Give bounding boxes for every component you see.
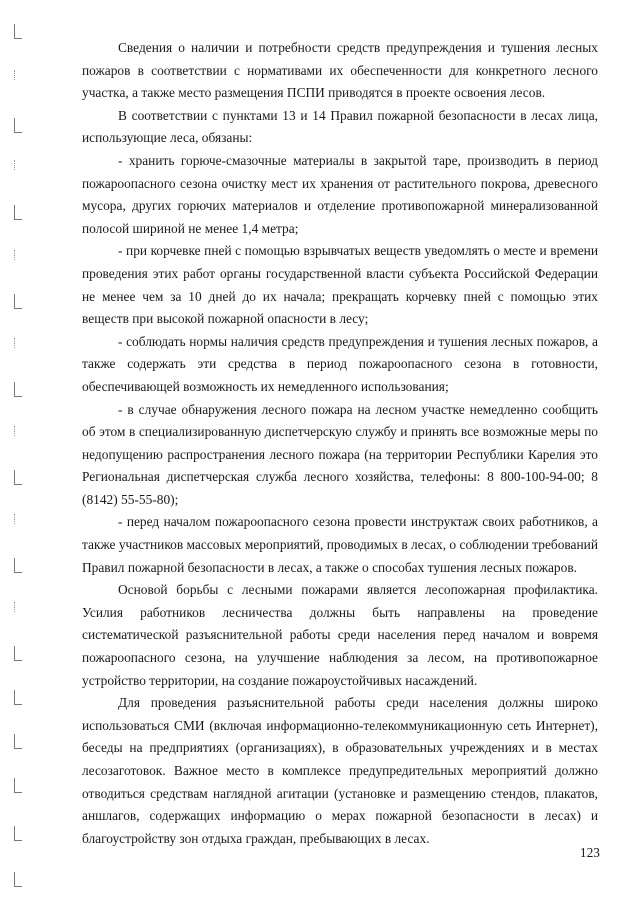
list-item: - перед началом пожароопасного сезона провести инструктаж своих работников, а также участников массовых мероприятий, проводимых в лесах, о соблюдении требований Правил пожарной безопасности в лесах, а также о способах тушения лесных пожаров.: [82, 514, 598, 575]
binding-mark: [14, 872, 22, 887]
binding-mark: [14, 514, 22, 524]
binding-mark: [14, 294, 22, 309]
list-item: - хранить горюче-смазочные материалы в закрытой таре, производить в период пожароопасного сезона очистку мест их хранения от растительного покрова, древесного мусора, других горючих материалов и отделение противопожарной минерализованной полосой шириной не менее 1,4 метра;: [82, 152, 598, 236]
binding-mark: [14, 778, 22, 793]
binding-mark: [14, 426, 22, 436]
binding-mark: [14, 602, 22, 612]
binding-mark: [14, 382, 22, 397]
page-number: 123: [579, 845, 600, 860]
binding-mark: [14, 24, 22, 39]
paragraph: Для проведения разъяснительной работы среди населения должны широко использоваться СМИ (включая информационно-телекоммуникационную сеть Интернет), беседы на предприятиях (организациях), в образовательных учреждениях и в местах лесозаготовок. Важное место в комплексе предупредительных мероприятий должно отводиться средствам наглядной агитации (установке и размещению стендов, плакатов, аншлагов, содержащих информацию о мерах пожарной безопасности в лесах) и благоустройству зон отдыха граждан, пребывающих в лесах.: [82, 695, 598, 846]
binding-mark: [14, 558, 22, 573]
list-item: - соблюдать нормы наличия средств предупреждения и тушения лесных пожаров, а также содержать эти средства в период пожароопасного сезона в готовности, обеспечивающей возможность их немедленного использования;: [82, 333, 598, 394]
binding-mark: [14, 470, 22, 485]
binding-mark: [14, 734, 22, 749]
paragraph: Сведения о наличии и потребности средств предупреждения и тушения лесных пожаров в соответствии с нормативами их обеспеченности для конкретного лесного участка, а также место размещения ПСПИ приводятся в проекте освоения лесов.: [82, 40, 598, 101]
binding-mark: [14, 826, 22, 841]
binding-mark: [14, 205, 22, 220]
binding-mark: [14, 70, 22, 80]
binding-mark: [14, 250, 22, 260]
paragraph: В соответствии с пунктами 13 и 14 Правил пожарной безопасности в лесах лица, использующие леса, обязаны:: [82, 107, 598, 146]
binding-edge-marks: [0, 0, 40, 905]
list-item: - в случае обнаружения лесного пожара на лесном участке немедленно сообщить об этом в специализированную диспетчерскую службу и принять все возможные меры по недопущению распространения лесного пожара (на территории Республики Карелия это Региональная диспетчерская служба лесного хозяйства, телефоны: 8 800-100-94-00; 8 (8142) 55-55-80);: [82, 401, 598, 507]
binding-mark: [14, 646, 22, 661]
binding-mark: [14, 338, 22, 348]
binding-mark: [14, 690, 22, 705]
list-item: - при корчевке пней с помощью взрывчатых веществ уведомлять о месте и времени проведения этих работ органы государственной власти субъекта Российской Федерации не менее чем за 10 дней до их начала; прекращать корчевку пней с помощью этих веществ при высокой пожарной опасности в лесу;: [82, 243, 598, 327]
paragraph: Основой борьбы с лесными пожарами является лесопожарная профилактика. Усилия работников лесничества должны быть направлены на проведение систематической разъяснительной работы среди населения перед началом и вовремя пожароопасного сезона, на улучшение наблюдения за лесом, на противопожарное устройство территории, на создание пожароустойчивых насаждений.: [82, 582, 598, 688]
body-text: [82, 37, 598, 850]
binding-mark: [14, 118, 22, 133]
binding-mark: [14, 160, 22, 170]
